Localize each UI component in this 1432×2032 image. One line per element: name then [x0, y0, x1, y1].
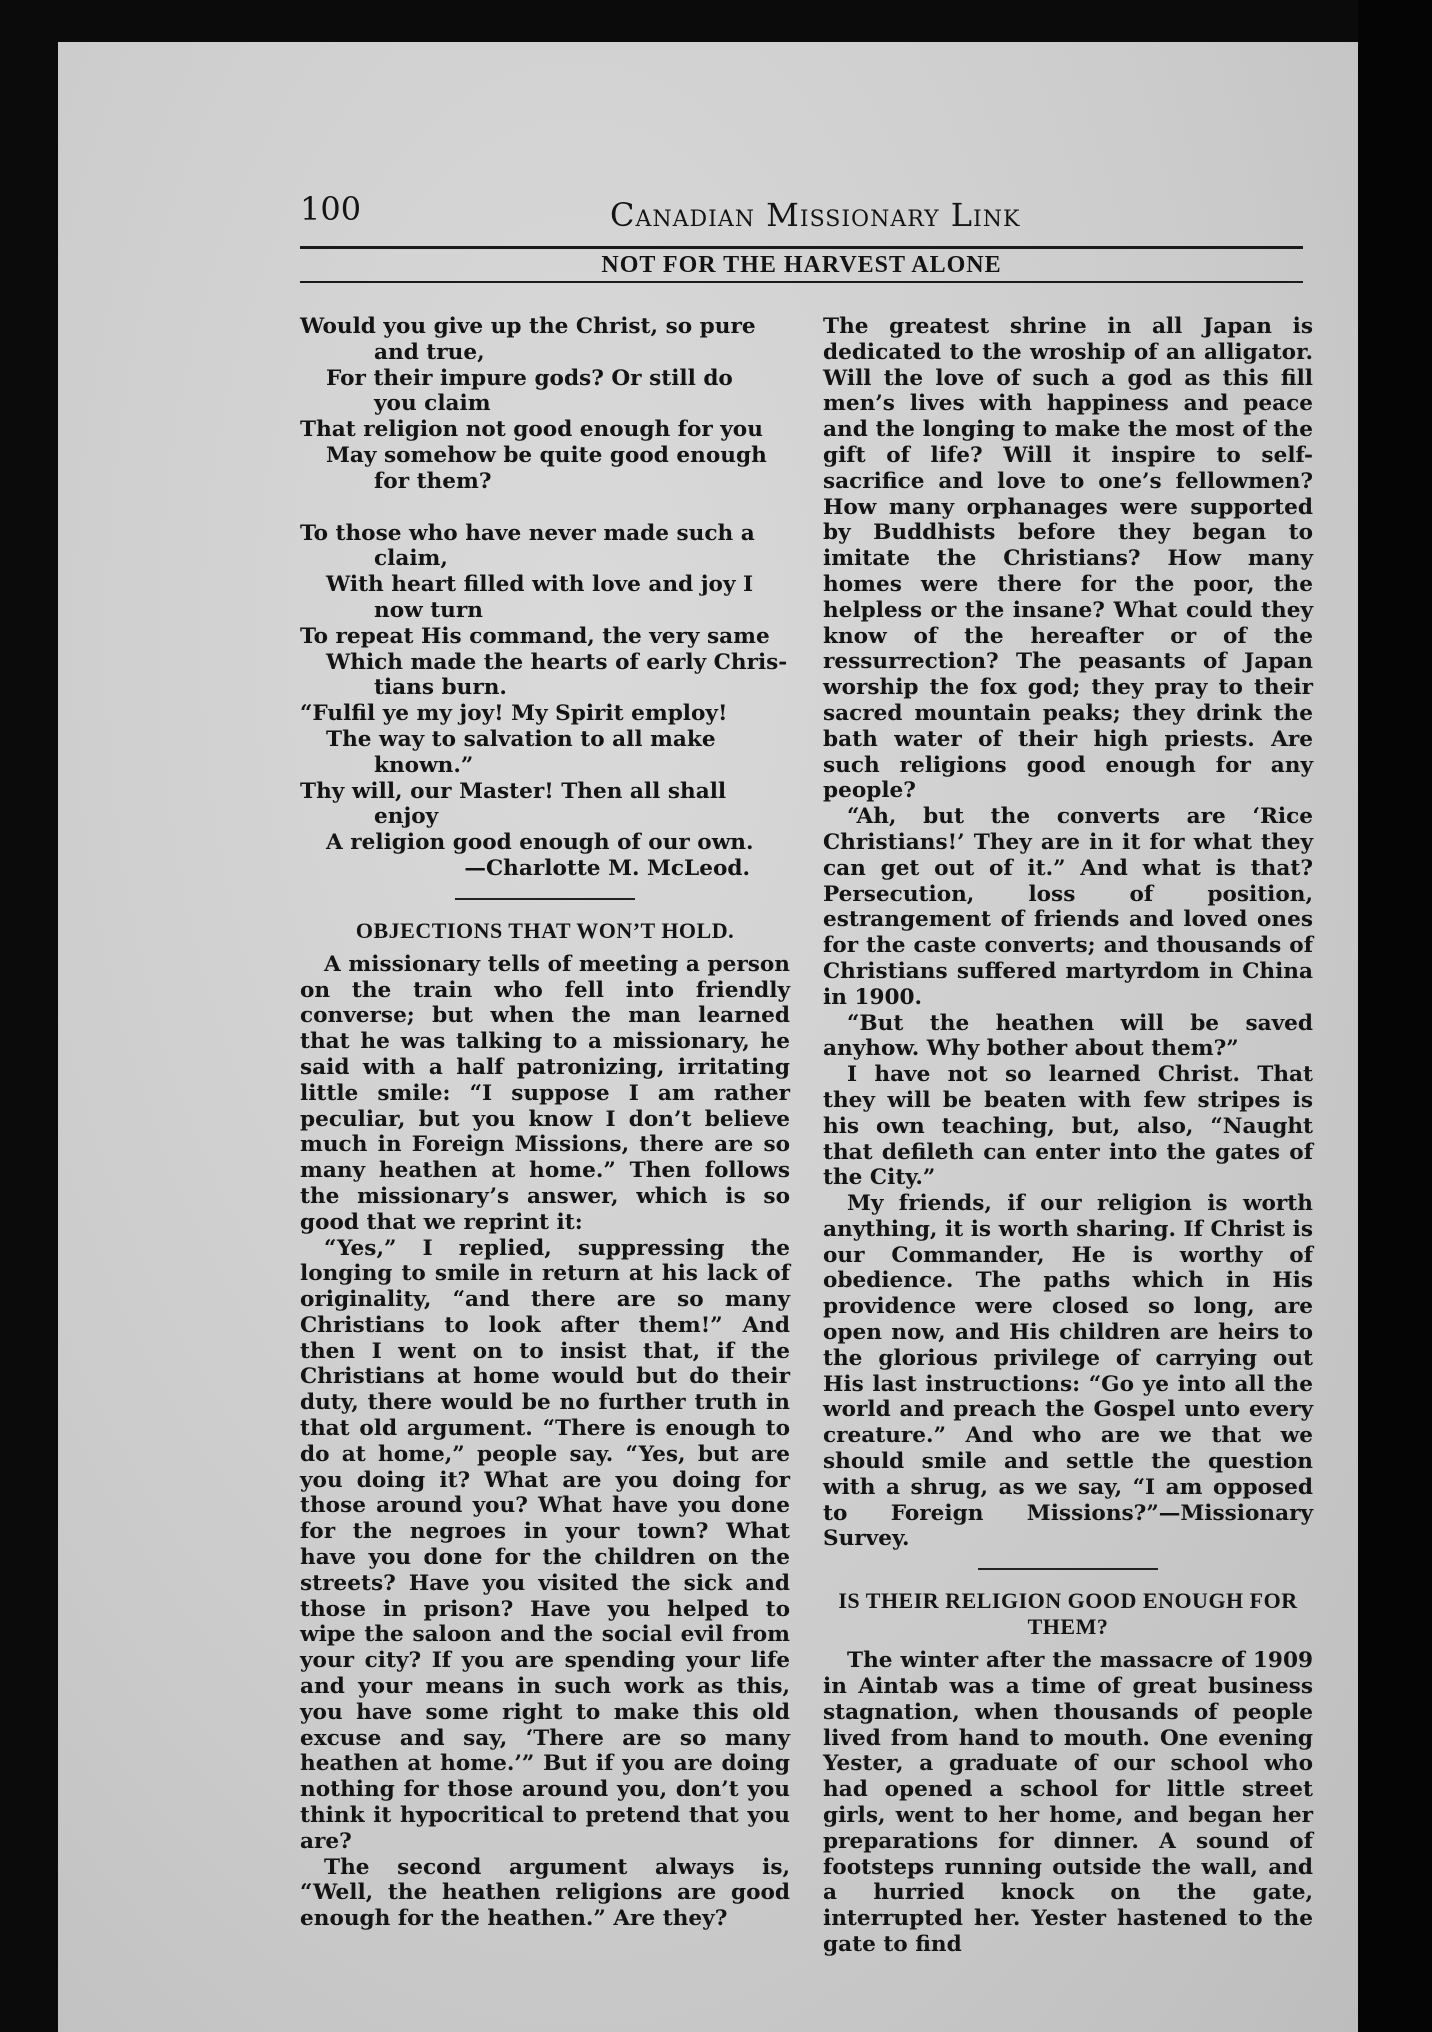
- paragraph: A missionary tells of meeting a person on the train who fell into friendly converse; but when the man learned that he was talking to a missionary, he said with a half patronizing, irritating little smile: “I suppose I am rather peculiar, but you know I don’t believe much in Foreign Missions, there are so many heathen at home.” Then follows the missionary’s answer, which is so good that we reprint it:: [300, 951, 790, 1235]
- poem-line: claim,: [374, 546, 448, 572]
- paragraph: The second argument always is, “Well, the heathen religions are good enough for the heathen.” Are they?: [300, 1854, 790, 1932]
- poem-line: Would you give up the Christ, so pure: [300, 314, 756, 339]
- paragraph: “Yes,” I replied, suppressing the longing to smile in return at his lack of originality, “and there are so many Christians to look after them!” And then I went on to insist that, if the Christians at home would but do their duty, there would be no further truth in that old argument. “There is enough to do at home,” people say. “Yes, but are you doing it? What are you doing for those around you? What have you done for the negroes in your town? What have you done for the children on the streets? Have you visited the sick and those in prison? Have you helped to wipe the saloon and the social evil from your city? If you are spending your life and your means in such work as this, you have some right to make this old excuse and say, ‘There are so many heathen at home.’” But if you are doing nothing for those around you, don’t you think it hypocritical to pretend that you are?: [300, 1235, 790, 1854]
- paragraph: “Ah, but the converts are ‘Rice Christians!’ They are in it for what they can get out of it.” And what is that? Persecution, loss of position, estrangement of friends and loved ones for the caste converts; and thousands of Christians suffered martyrdom in China in 1900.: [823, 804, 1313, 1010]
- section-rule: [300, 281, 1303, 283]
- header-rule: [300, 246, 1303, 249]
- poem-line: To repeat His command, the very same: [300, 623, 770, 649]
- article-heading: IS THEIR RELIGION GOOD ENOUGH FOR THEM?: [838, 1588, 1298, 1640]
- poem-line: now turn: [374, 597, 483, 623]
- poem-line: tians burn.: [374, 675, 507, 701]
- poem-line: Which made the hearts of early Chris-: [326, 649, 788, 675]
- poem-line: and true,: [374, 339, 485, 365]
- poem-signature: —Charlotte M. McLeod.: [464, 855, 750, 881]
- paragraph: My friends, if our religion is worth anything, it is worth sharing. If Christ is our Commander, He is worthy of obedience. The paths which in His providence were closed so long, are open now, and His children are heirs to the glorious privilege of carrying out His last instructions: “Go ye into all the world and preach the Gospel unto every creature.” And who are we that we should smile and settle the question with a shrug, as we say, “I am opposed to Foreign Missions?”—Missionary Survey.: [823, 1191, 1313, 1552]
- left-column: [300, 314, 790, 1932]
- running-title: Canadian Missionary Link: [610, 196, 1021, 234]
- poem-line: “Fulfil ye my joy! My Spirit employ!: [300, 701, 728, 727]
- poem-line: Thy will, our Master! Then all shall: [300, 778, 727, 804]
- poem-line: enjoy: [374, 804, 439, 830]
- scan-border: [1358, 0, 1432, 2032]
- page-header: [300, 188, 1303, 240]
- poem-line: To those who have never made such a: [300, 520, 755, 546]
- divider: [455, 898, 635, 900]
- stanza-break: [300, 495, 790, 521]
- poem-line: A religion good enough of our own.: [326, 830, 754, 856]
- poem-line: known.”: [374, 752, 474, 778]
- paragraph: “But the heathen will be saved anyhow. Why bother about them?”: [823, 1010, 1313, 1062]
- page-number: 100: [300, 190, 362, 228]
- poem-line: for them?: [374, 468, 492, 494]
- paragraph: I have not so learned Christ. That they will be beaten with few stripes is his own teaching, but, also, “Naught that defileth can enter into the gates of the City.”: [823, 1062, 1313, 1191]
- paragraph: The winter after the massacre of 1909 in Aintab was a time of great business stagnation, when thousands of people lived from hand to mouth. One evening Yester, a graduate of our school who had opened a school for little street girls, went to her home, and began her preparations for dinner. A sound of footsteps running outside the wall, and a hurried knock on the gate, interrupted her. Yester hastened to the gate to find: [823, 1648, 1313, 1958]
- section-heading: NOT FOR THE HARVEST ALONE: [601, 252, 1002, 278]
- right-column: [823, 314, 1313, 1958]
- article-heading: OBJECTIONS THAT WON’T HOLD.: [355, 917, 735, 943]
- poem-line: The way to salvation to all make: [326, 726, 716, 752]
- poem-line: you claim: [374, 391, 491, 417]
- poem: [300, 314, 790, 856]
- poem-line: For their impure gods? Or still do: [326, 365, 733, 391]
- paragraph: The greatest shrine in all Japan is dedicated to the wroship of an alligator. Will the love of such a god as this fill men’s lives with happiness and peace and the longing to make the most of the gift of life? Will it inspire to self-sacrifice and love to one’s fellowmen? How many orphanages were supported by Buddhists before they began to imitate the Christians? How many homes were there for the poor, the helpless or the insane? What could they know of the hereafter or of the ressurrection? The peasants of Japan worship the fox god; they pray to their sacred mountain peaks; they drink the bath water of their high priests. Are such religions good enough for any people?: [823, 314, 1313, 804]
- poem-line: May somehow be quite good enough: [326, 442, 767, 468]
- divider: [978, 1568, 1158, 1570]
- poem-line: With heart filled with love and joy I: [326, 572, 754, 598]
- poem-line: That religion not good enough for you: [300, 417, 763, 443]
